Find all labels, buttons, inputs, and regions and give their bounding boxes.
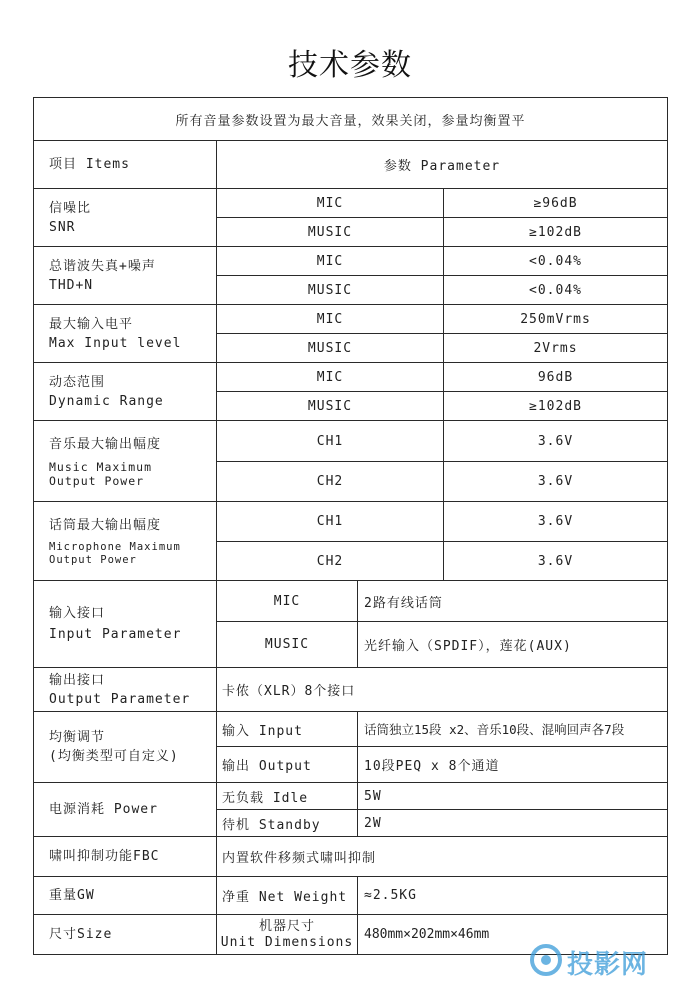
musicout-label-en1: Music Maximum xyxy=(49,459,153,474)
snr-mic-value: ≥96dB xyxy=(444,189,668,218)
thd-mic-key: MIC xyxy=(217,247,444,276)
header-parameter: 参数 Parameter xyxy=(217,141,668,189)
maxin-mic-value: 250mVrms xyxy=(444,305,668,334)
size-key-cn: 机器尺寸 xyxy=(258,918,315,934)
dyn-label-cn: 动态范围 xyxy=(49,374,106,390)
watermark-text: 投影网 xyxy=(567,950,649,980)
power-idle-key: 无负载 Idle xyxy=(217,783,358,810)
thd-mic-value: <0.04% xyxy=(444,247,668,276)
size-key-en: Unit Dimensions xyxy=(220,934,354,950)
dyn-mic-value: 96dB xyxy=(444,363,668,392)
musicout-ch1-value: 3.6V xyxy=(444,421,668,462)
thd-label xyxy=(34,247,217,305)
eq-label xyxy=(34,712,217,783)
maxin-row-mic xyxy=(34,305,668,334)
maxin-label xyxy=(34,305,217,363)
power-standby-key: 待机 Standby xyxy=(217,810,358,837)
snr-music-value: ≥102dB xyxy=(444,218,668,247)
eq-output-key: 输出 Output xyxy=(217,747,358,783)
thd-row-mic xyxy=(34,247,668,276)
note-row xyxy=(34,98,668,141)
musicout-label-en2: Output Power xyxy=(49,473,145,488)
maxin-label-cn: 最大输入电平 xyxy=(49,316,134,332)
weight-value: ≈2.5KG xyxy=(358,877,668,915)
output-value: 卡侬（XLR）8个接口 xyxy=(217,668,668,712)
eq-label-cn1: 均衡调节 xyxy=(49,730,106,745)
micout-label-en2: Output Power xyxy=(49,553,137,566)
header-row xyxy=(34,141,668,189)
size-value: 480mm×202mm×46mm xyxy=(358,915,668,955)
thd-music-key: MUSIC xyxy=(217,276,444,305)
micout-ch1-key: CH1 xyxy=(217,502,444,542)
snr-label-cn: 信噪比 xyxy=(49,200,92,216)
musicout-ch1-key: CH1 xyxy=(217,421,444,462)
musicout-label-cn: 音乐最大输出幅度 xyxy=(49,436,162,452)
musicout-row-ch1 xyxy=(34,421,668,462)
input-music-key: MUSIC xyxy=(217,622,358,668)
note-text: 所有音量参数设置为最大音量，效果关闭，参量均衡置平 xyxy=(34,98,668,141)
micout-row-ch1 xyxy=(34,502,668,542)
maxin-label-en: Max Input level xyxy=(49,335,182,351)
thd-label-cn: 总谐波失真+噪声 xyxy=(49,258,156,274)
output-row xyxy=(34,668,668,712)
micout-label xyxy=(34,502,217,581)
output-label-cn: 输出接口 xyxy=(49,672,106,688)
input-mic-key: MIC xyxy=(217,581,358,622)
power-label: 电源消耗 Power xyxy=(34,783,217,837)
output-label-en: Output Parameter xyxy=(49,691,191,707)
maxin-music-key: MUSIC xyxy=(217,334,444,363)
dyn-row-mic xyxy=(34,363,668,392)
power-standby-value: 2W xyxy=(358,810,668,837)
input-label-en: Input Parameter xyxy=(49,627,182,642)
dyn-music-key: MUSIC xyxy=(217,392,444,421)
eq-output-value: 10段PEQ x 8个通道 xyxy=(358,747,668,783)
dyn-label xyxy=(34,363,217,421)
micout-ch2-key: CH2 xyxy=(217,542,444,581)
dyn-label-en: Dynamic Range xyxy=(49,393,164,409)
micout-ch1-value: 3.6V xyxy=(444,502,668,542)
input-music-value: 光纤输入（SPDIF），莲花(AUX) xyxy=(358,622,668,668)
eq-input-key: 输入 Input xyxy=(217,712,358,747)
eq-row-input xyxy=(34,712,668,747)
micout-label-cn: 话筒最大输出幅度 xyxy=(49,517,162,533)
spec-table xyxy=(33,97,668,955)
input-mic-value: 2路有线话筒 xyxy=(358,581,668,622)
fbc-value: 内置软件移频式啸叫抑制 xyxy=(217,837,668,877)
input-label-cn: 输入接口 xyxy=(49,606,106,621)
snr-label xyxy=(34,189,217,247)
weight-row xyxy=(34,877,668,915)
snr-mic-key: MIC xyxy=(217,189,444,218)
snr-label-en: SNR xyxy=(49,219,76,235)
fbc-label: 啸叫抑制功能FBC xyxy=(34,837,217,877)
snr-row-mic xyxy=(34,189,668,218)
eq-label-cn2: (均衡类型可自定义) xyxy=(49,749,179,764)
size-label: 尺寸Size xyxy=(34,915,217,955)
maxin-mic-key: MIC xyxy=(217,305,444,334)
dyn-mic-key: MIC xyxy=(217,363,444,392)
size-key xyxy=(217,915,358,955)
micout-ch2-value: 3.6V xyxy=(444,542,668,581)
thd-music-value: <0.04% xyxy=(444,276,668,305)
weight-key: 净重 Net Weight xyxy=(217,877,358,915)
input-label xyxy=(34,581,217,668)
header-items: 项目 Items xyxy=(34,141,217,189)
snr-music-key: MUSIC xyxy=(217,218,444,247)
micout-label-en1: Microphone Maximum xyxy=(49,540,181,553)
page-title: 技术参数 xyxy=(288,48,412,83)
dyn-music-value: ≥102dB xyxy=(444,392,668,421)
musicout-ch2-value: 3.6V xyxy=(444,462,668,502)
input-row-mic xyxy=(34,581,668,622)
watermark-logo-icon xyxy=(527,941,567,981)
musicout-label xyxy=(34,421,217,502)
power-idle-value: 5W xyxy=(358,783,668,810)
weight-label: 重量GW xyxy=(34,877,217,915)
musicout-ch2-key: CH2 xyxy=(217,462,444,502)
output-label xyxy=(34,668,217,712)
thd-label-en: THD+N xyxy=(49,277,94,293)
fbc-row xyxy=(34,837,668,877)
maxin-music-value: 2Vrms xyxy=(444,334,668,363)
eq-input-value: 话筒独立15段 x2、音乐10段、混响回声各7段 xyxy=(358,712,668,747)
watermark xyxy=(527,938,682,982)
power-row-idle xyxy=(34,783,668,810)
